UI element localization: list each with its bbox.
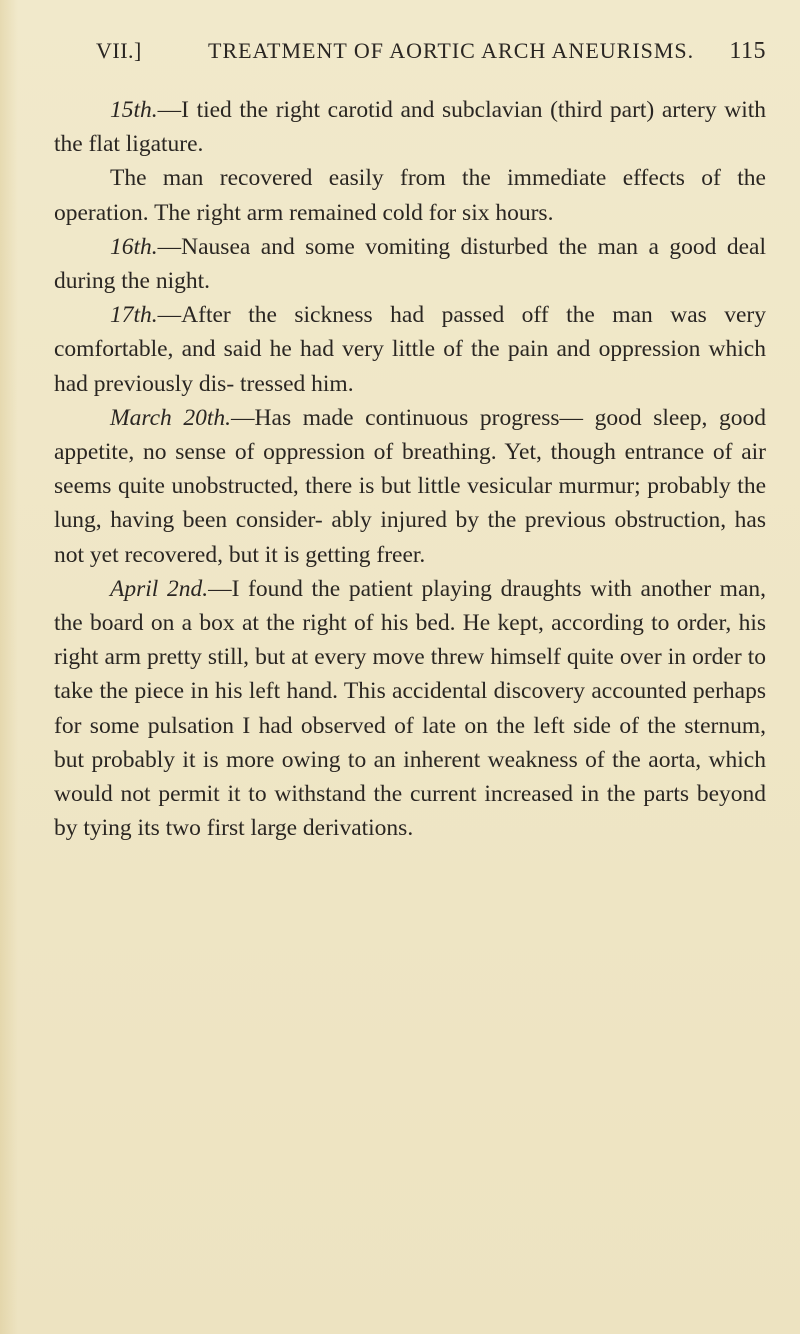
entry-date: 16th. [110, 233, 158, 260]
paragraph-17th [54, 298, 766, 401]
running-head [96, 38, 766, 68]
paragraph-text: —I found the patient playing draughts with another man, the board on a box at the right of his bed. He kept, according to order, his right arm pretty still, but at every move threw himself quite over in order to take the piece in his left hand. This accidental discovery accounted perhaps for some pulsation I had observed of late on the left side of the sternum, but probably it is more owing to an inherent weakness of the aorta, which would not permit it to withstand the current increased in the parts beyond by tying its two first large derivations. [54, 575, 766, 842]
chapter-label: VII.] [96, 38, 142, 63]
paragraph-april-2nd [54, 572, 766, 846]
paragraph-recovery [54, 161, 766, 229]
paragraph-16th [54, 230, 766, 298]
paragraph-15th [54, 93, 766, 161]
paragraph-text: —I tied the right carotid and subclavian (third part) artery with the flat ligature. [54, 97, 766, 158]
paragraph-text: The man recovered easily from the immediate effects of the operation. The right arm remained cold for six hours. [54, 165, 766, 226]
paragraph-text: —After the sickness had passed off the man was very comfortable, and said he had very little of the pain and oppression which had previously dis- tressed him. [54, 302, 766, 397]
paragraph-text: —Has made continuous progress— good sleep, good appetite, no sense of oppression of breathing. Yet, though entrance of air seems quite unobstructed, there is but little vesicular murmur; probably the lung, having been consider- ably injured by the previous obstruction, has not yet recovered, but it is getting freer. [54, 404, 767, 568]
entry-date: April 2nd. [110, 575, 209, 602]
page-number: 115 [729, 38, 766, 64]
body-text [54, 93, 766, 845]
entry-date: 17th. [110, 302, 158, 329]
entry-date: March 20th. [110, 404, 232, 431]
running-title: TREATMENT OF AORTIC ARCH ANEURISMS. [208, 38, 695, 63]
entry-date: 15th. [110, 97, 158, 123]
paragraph-march-20th [54, 401, 766, 572]
paragraph-text: —Nausea and some vomiting disturbed the man a good deal during the night. [54, 233, 766, 295]
